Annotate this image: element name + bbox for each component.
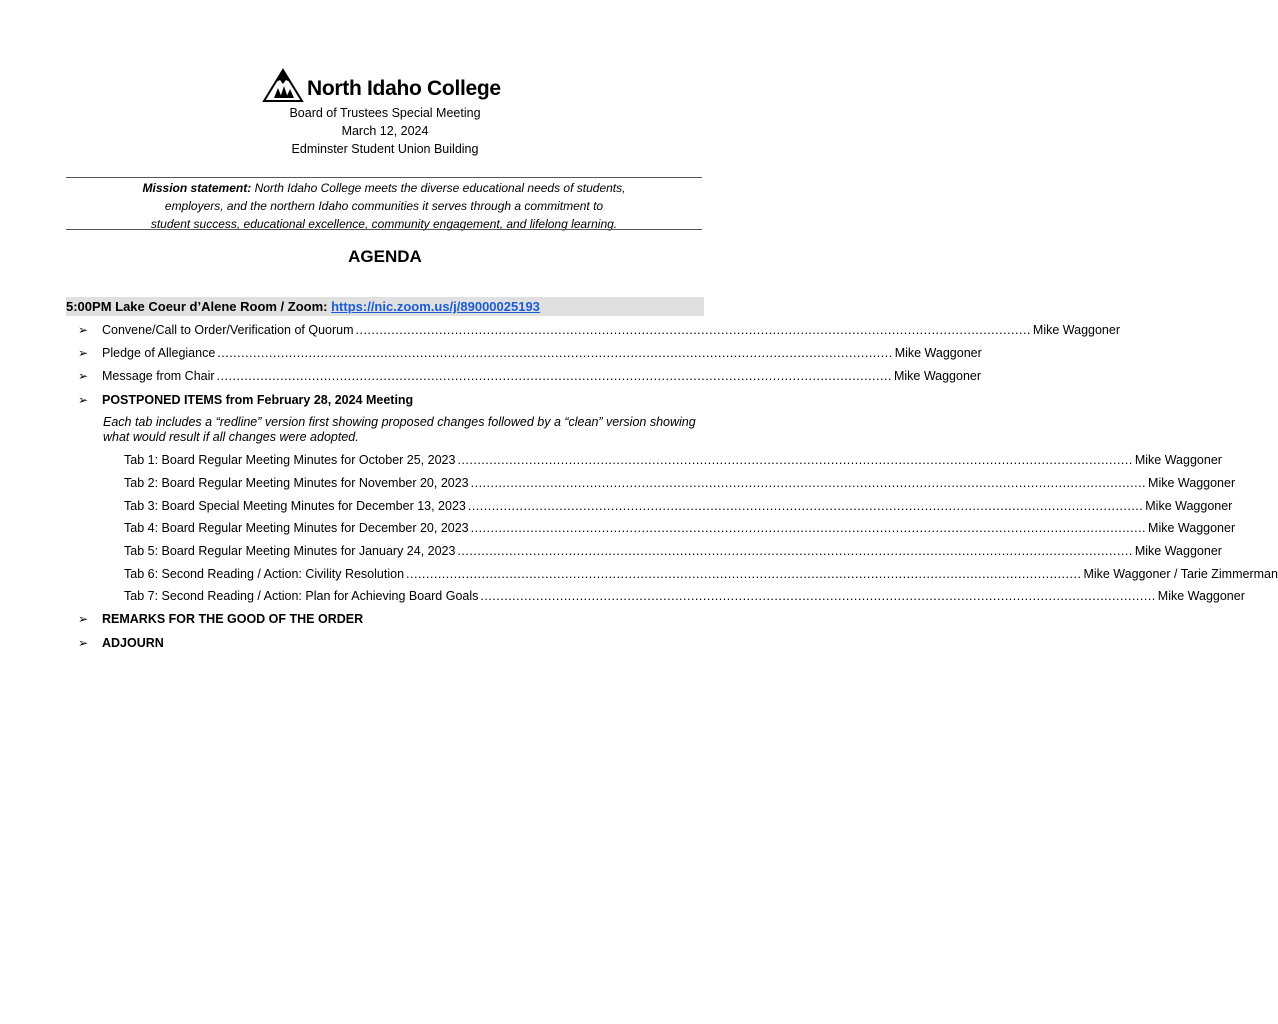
agenda-item-postponed <box>78 391 704 409</box>
leader-dots: .......................................................................................................................................................................... <box>480 589 1156 603</box>
agenda-item-chair-message <box>78 367 982 385</box>
leader-dots: .......................................................................................................................................................................... <box>457 453 1133 467</box>
tab-item-6 <box>124 565 1278 583</box>
mission-line-2: employers, and the northern Idaho communities it serves through a commitment to <box>164 199 604 213</box>
tab-item-5 <box>124 542 1222 560</box>
mission-line-3: student success, educational excellence, community engagement, and lifelong learning. <box>150 217 618 231</box>
tab-label: Tab 2: Board Regular Meeting Minutes for November 20, 2023 <box>124 476 469 490</box>
leader-dots: .......................................................................................................................................................................... <box>216 369 892 383</box>
mission-line-1: North Idaho College meets the diverse educational needs of students, <box>254 181 626 195</box>
agenda-title: AGENDA <box>348 247 422 266</box>
agenda-item-label: Message from Chair <box>102 369 215 383</box>
arrowhead-bullet-icon: ➢ <box>78 346 89 360</box>
meeting-info <box>0 104 770 158</box>
tab-item-4 <box>124 519 1236 537</box>
tab-label: Tab 6: Second Reading / Action: Civility Resolution <box>124 567 405 581</box>
agenda-item-presenter: Mike Waggoner <box>894 346 982 360</box>
tab-presenter: Mike Waggoner <box>1148 476 1236 490</box>
agenda-item-presenter: Mike Waggoner <box>893 369 982 383</box>
zoom-link[interactable]: https://nic.zoom.us/j/89000025193 <box>331 299 540 314</box>
postponed-note: Each tab includes a “redline” version first showing proposed changes followed by a “clean” version showing what would result if all changes were adopted. <box>103 415 696 444</box>
agenda-item-pledge <box>78 344 982 362</box>
agenda-item-remarks <box>78 610 704 628</box>
agenda-item-label: Convene/Call to Order/Verification of Quorum <box>102 323 354 337</box>
arrowhead-bullet-icon: ➢ <box>78 612 89 626</box>
leader-dots: .......................................................................................................................................................................... <box>470 476 1147 490</box>
mission-label: Mission statement: <box>142 181 252 195</box>
tab-item-3 <box>124 497 1233 515</box>
divider-top <box>66 177 702 178</box>
arrowhead-bullet-icon: ➢ <box>78 636 89 650</box>
agenda-item-adjourn <box>78 634 704 652</box>
tab-item-1 <box>124 451 1222 469</box>
tab-presenter: Mike Waggoner <box>1145 499 1233 513</box>
leader-dots: .......................................................................................................................................................................... <box>470 521 1147 535</box>
leader-dots: .......................................................................................................................................................................... <box>457 544 1133 558</box>
meeting-location: Edminster Student Union Building <box>291 142 479 156</box>
agenda-item-label: Pledge of Allegiance <box>102 346 216 360</box>
session-text: 5:00PM Lake Coeur d’Alene Room / Zoom: <box>66 299 332 314</box>
tab-label: Tab 7: Second Reading / Action: Plan for Achieving Board Goals <box>124 589 479 603</box>
arrowhead-bullet-icon: ➢ <box>78 369 89 383</box>
agenda-item-label: REMARKS FOR THE GOOD OF THE ORDER <box>102 612 364 626</box>
tab-presenter: Mike Waggoner / Tarie Zimmerman <box>1083 567 1278 581</box>
leader-dots: .......................................................................................................................................................................... <box>355 323 1031 337</box>
agenda-item-presenter: Mike Waggoner <box>1032 323 1120 337</box>
leader-dots: .......................................................................................................................................................................... <box>217 346 893 360</box>
meeting-date: March 12, 2024 <box>341 124 429 138</box>
meeting-title: Board of Trustees Special Meeting <box>289 106 481 120</box>
mountain-pine-trees-icon <box>262 68 304 104</box>
agenda-item-convene <box>78 321 1120 339</box>
tab-label: Tab 4: Board Regular Meeting Minutes for December 20, 2023 <box>124 521 469 535</box>
tab-item-2 <box>124 474 1236 492</box>
tab-presenter: Mike Waggoner <box>1134 453 1222 467</box>
leader-dots: .......................................................................................................................................................................... <box>406 567 1082 581</box>
session-header <box>66 297 704 316</box>
leader-dots: .......................................................................................................................................................................... <box>467 499 1144 513</box>
tab-item-7 <box>124 587 1245 605</box>
arrowhead-bullet-icon: ➢ <box>78 323 89 337</box>
tab-label: Tab 3: Board Special Meeting Minutes for December 13, 2023 <box>124 499 466 513</box>
college-name: North Idaho College <box>307 77 501 100</box>
divider-bottom <box>66 229 702 230</box>
tab-label: Tab 5: Board Regular Meeting Minutes for January 24, 2023 <box>124 544 456 558</box>
college-logo <box>262 68 501 104</box>
arrowhead-bullet-icon: ➢ <box>78 393 89 407</box>
agenda-item-label: ADJOURN <box>102 636 164 650</box>
tab-presenter: Mike Waggoner <box>1148 521 1236 535</box>
agenda-item-label: POSTPONED ITEMS from February 28, 2024 Meeting <box>102 393 414 407</box>
tab-presenter: Mike Waggoner <box>1134 544 1222 558</box>
tab-presenter: Mike Waggoner <box>1157 589 1245 603</box>
mission-statement <box>66 179 702 233</box>
tab-label: Tab 1: Board Regular Meeting Minutes for October 25, 2023 <box>124 453 456 467</box>
